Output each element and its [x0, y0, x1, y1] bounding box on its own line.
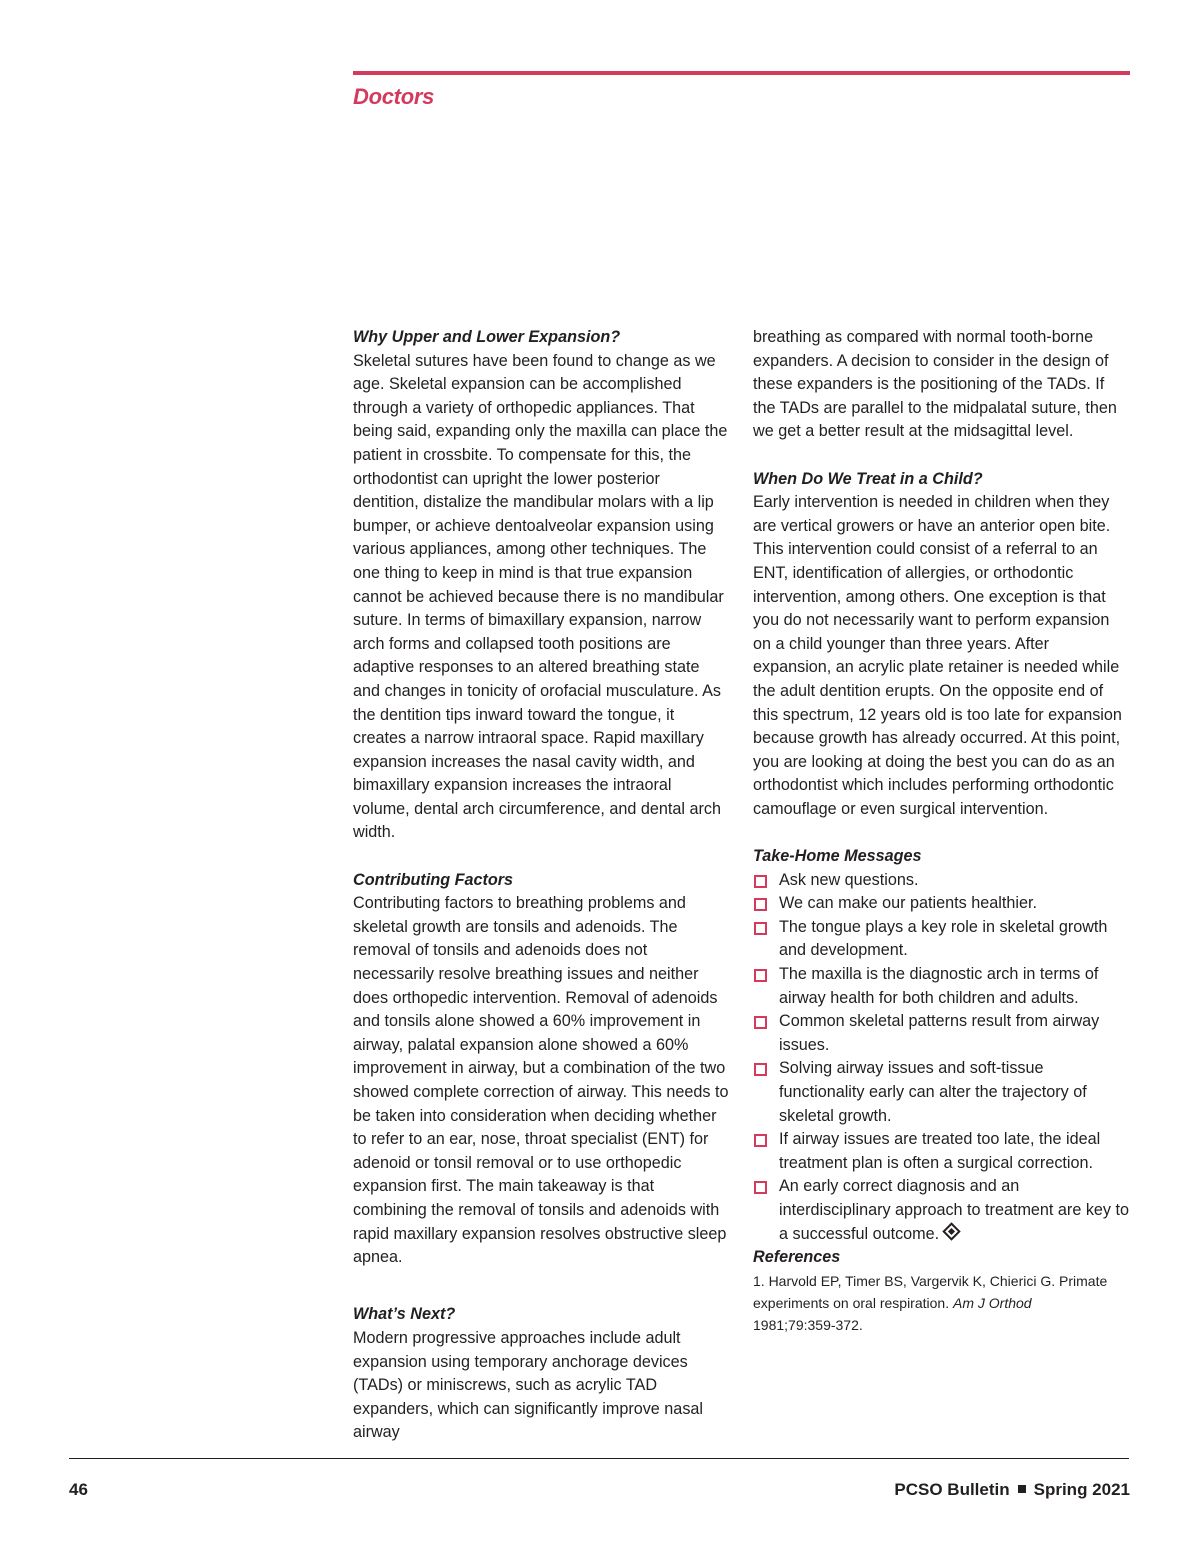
square-bullet-icon: [754, 898, 767, 911]
issue-label: Spring 2021: [1033, 1480, 1130, 1499]
heading-why-expansion: Why Upper and Lower Expansion?: [353, 328, 621, 346]
list-item: [753, 1010, 1130, 1057]
take-home-list: [753, 869, 1130, 1247]
heading-contributing-factors: Contributing Factors: [353, 870, 514, 889]
list-item: [753, 869, 1130, 893]
list-item-text: Common skeletal patterns result from airway issues.: [779, 1012, 1100, 1054]
heading-take-home: Take-Home Messages: [753, 847, 922, 866]
right-column: [753, 326, 1130, 1336]
square-bullet-icon: [754, 1181, 767, 1194]
square-bullet-icon: [754, 922, 767, 935]
reference-citation: 1981;79:359-372.: [753, 1316, 863, 1333]
section-label: Doctors: [353, 84, 435, 109]
reference-text: 1. Harvold EP, Timer BS, Vargervik K, Chierici G. Primate experiments on oral respiration.: [753, 1272, 1108, 1311]
paragraph-why-expansion: Skeletal sutures have been found to change as we age. Skeletal expansion can be accomplished through a variety of orthopedic appliances. That being said, expanding only the maxilla can place the patient in crossbite. To compensate for this, the orthodontist can upright the lower posterior dentition, distalize the mandibular molars with a lip bumper, or achieve dentoalveolar expansion using various appliances, among other techniques. The one thing to keep in mind is that true expansion cannot be achieved because there is no mandibular suture. In terms of bimaxillary expansion, narrow arch forms and collapsed tooth positions are adaptive responses to an altered breathing state and changes in tonicity of orofacial musculature. As the dentition tips inward toward the tongue, it creates a narrow intraoral space. Rapid maxillary expansion increases the nasal cavity width, and bimaxillary expansion increases the intraoral volume, dental arch circumference, and dental arch width.: [353, 351, 728, 842]
left-column: [353, 326, 730, 1445]
heading-whats-next: What’s Next?: [353, 1305, 456, 1324]
list-item: [753, 963, 1130, 1010]
list-item: [753, 1175, 1130, 1246]
list-item-text: The maxilla is the diagnostic arch in terms of airway health for both children and adults.: [779, 965, 1099, 1007]
publication-name: PCSO Bulletin: [894, 1480, 1010, 1499]
end-of-article-icon: [942, 1222, 960, 1240]
square-bullet-icon: [754, 1016, 767, 1029]
heading-references: References: [753, 1248, 841, 1267]
header-rule: [353, 71, 1130, 75]
list-item: [753, 892, 1130, 916]
paragraph-when-treat-child: Early intervention is needed in children when they are vertical growers or have an anterior open bite. This intervention could consist of a referral to an ENT, identification of allergies, or orthodontic intervention, among others. One exception is that you do not necessarily want to perform expansion on a child younger than three years. After expansion, an acrylic plate retainer is needed while the adult dentition erupts. On the opposite end of this spectrum, 12 years old is too late for expansion because growth has already occurred. At this point, you are looking at doing the best you can do as an orthodontist which includes performing orthodontic camouflage or even surgical intervention.: [753, 493, 1122, 818]
square-bullet-icon: [754, 1134, 767, 1147]
heading-when-treat-child: When Do We Treat in a Child?: [753, 469, 983, 488]
list-item-text: We can make our patients healthier.: [779, 894, 1037, 913]
list-item-text: If airway issues are treated too late, the ideal treatment plan is often a surgical correction.: [779, 1130, 1101, 1172]
list-item-text: Solving airway issues and soft-tissue functionality early can alter the trajectory of skeletal growth.: [779, 1059, 1087, 1125]
footer-publication: [894, 1480, 1130, 1500]
list-item-text: Ask new questions.: [779, 870, 919, 889]
list-item: [753, 916, 1130, 963]
square-bullet-icon: [754, 969, 767, 982]
square-separator-icon: [1018, 1485, 1026, 1493]
paragraph-whats-next: Modern progressive approaches include adult expansion using temporary anchorage devices (TADs) or miniscrews, such as acrylic TAD expanders, which can significantly improve nasal airway: [353, 1328, 704, 1442]
list-item-text: An early correct diagnosis and an interdisciplinary approach to treatment are key to a successful outcome.: [779, 1177, 1130, 1243]
paragraph-whats-next-continued: breathing as compared with normal tooth-borne expanders. A decision to consider in the design of these expanders is the positioning of the TADs. If the TADs are parallel to the midpalatal suture, then we get a better result at the midsagittal level.: [753, 328, 1117, 441]
footer-rule: [69, 1458, 1129, 1459]
reference-item: [753, 1270, 1130, 1336]
list-item: [753, 1057, 1130, 1128]
paragraph-contributing-factors: Contributing factors to breathing problems and skeletal growth are tonsils and adenoids. The removal of tonsils and adenoids does not necessarily resolve breathing issues and neither does orthopedic intervention. Removal of adenoids and tonsils alone showed a 60% improvement in airway, palatal expansion alone showed a 60% improvement in airway, but a combination of the two showed complete correction of airway. This needs to be taken into consideration when deciding whether to refer to an ear, nose, throat specialist (ENT) for adenoid or tonsil removal or to use orthopedic expansion first. The main takeaway is that combining the removal of tonsils and adenoids with rapid maxillary expansion resolves obstructive sleep apnea.: [353, 894, 729, 1267]
list-item: [753, 1128, 1130, 1175]
square-bullet-icon: [754, 875, 767, 888]
list-item-text: The tongue plays a key role in skeletal growth and development.: [779, 917, 1108, 960]
reference-journal: Am J Orthod: [953, 1294, 1032, 1311]
page-number: 46: [69, 1480, 88, 1499]
square-bullet-icon: [754, 1063, 767, 1076]
